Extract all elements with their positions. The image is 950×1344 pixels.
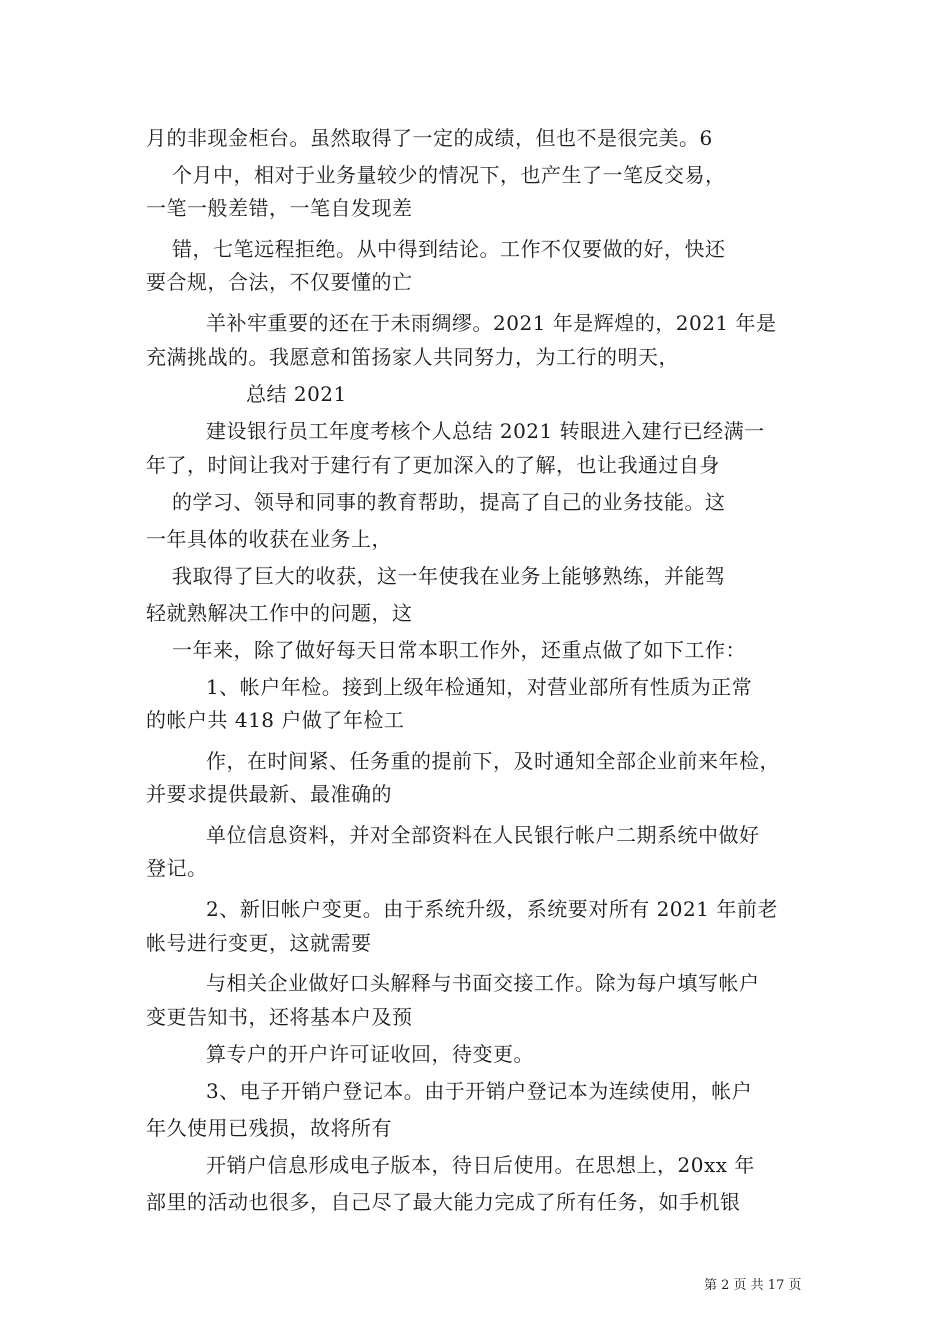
text-line: 变更告知书，还将基本户及预 [146,1005,413,1029]
text-line: 我取得了巨大的收获，这一年使我在业务上能够熟练，并能驾 [172,564,726,588]
text-line: 2、新旧帐户变更。由于系统升级，系统要对所有 2021 年前老 [206,897,778,921]
text-line: 年久使用已残损，故将所有 [146,1116,392,1140]
text-line: 轻就熟解决工作中的问题，这 [146,601,413,625]
text-line: 作，在时间紧、任务重的提前下，及时通知全部企业前来年检， [206,749,780,773]
text-line: 部里的活动也很多，自己尽了最大能力完成了所有任务，如手机银 [146,1190,741,1214]
text-line: 错，七笔远程拒绝。从中得到结论。工作不仅要做的好，快还 [172,237,726,261]
text-line: 一年具体的收获在业务上， [146,527,392,551]
text-line: 开销户信息形成电子版本，待日后使用。在思想上，20xx 年 [206,1153,755,1177]
text-line: 并要求提供最新、最准确的 [146,782,392,806]
text-line: 建设银行员工年度考核个人总结 2021 转眼进入建行已经满一 [206,419,765,443]
text-line: 羊补牢重要的还在于未雨绸缪。2021 年是辉煌的，2021 年是 [206,311,777,335]
text-line: 要合规，合法，不仅要懂的亡 [146,270,413,294]
text-line: 与相关企业做好口头解释与书面交接工作。除为每户填写帐户 [206,971,760,995]
text-line: 1、帐户年检。接到上级年检通知，对营业部所有性质为正常 [206,675,753,699]
text-line: 算专户的开户许可证收回，待变更。 [206,1042,534,1066]
text-line: 个月中，相对于业务量较少的情况下，也产生了一笔反交易， [172,163,726,187]
text-line: 充满挑战的。我愿意和笛扬家人共同努力，为工行的明天， [146,345,679,369]
text-line: 的学习、领导和同事的教育帮助，提高了自己的业务技能。这 [172,490,726,514]
text-line: 帐号进行变更，这就需要 [146,931,372,955]
text-line: 登记。 [146,856,208,880]
text-line: 年了，时间让我对于建行有了更加深入的了解，也让我通过自身 [146,453,720,477]
text-line: 一笔一般差错，一笔自发现差 [146,196,413,220]
section-heading: 总结 2021 [246,382,347,406]
text-line: 单位信息资料，并对全部资料在人民银行帐户二期系统中做好 [206,823,760,847]
text-line: 月的非现金柜台。虽然取得了一定的成绩，但也不是很完美。6 [146,126,713,150]
text-line: 的帐户共 418 户做了年检工 [146,708,405,732]
text-line: 一年来，除了做好每天日常本职工作外，还重点做了如下工作： [172,638,746,662]
page-number: 第 2 页 共 17 页 [704,1278,802,1293]
text-line: 3、电子开销户登记本。由于开销户登记本为连续使用，帐户 [206,1079,753,1103]
